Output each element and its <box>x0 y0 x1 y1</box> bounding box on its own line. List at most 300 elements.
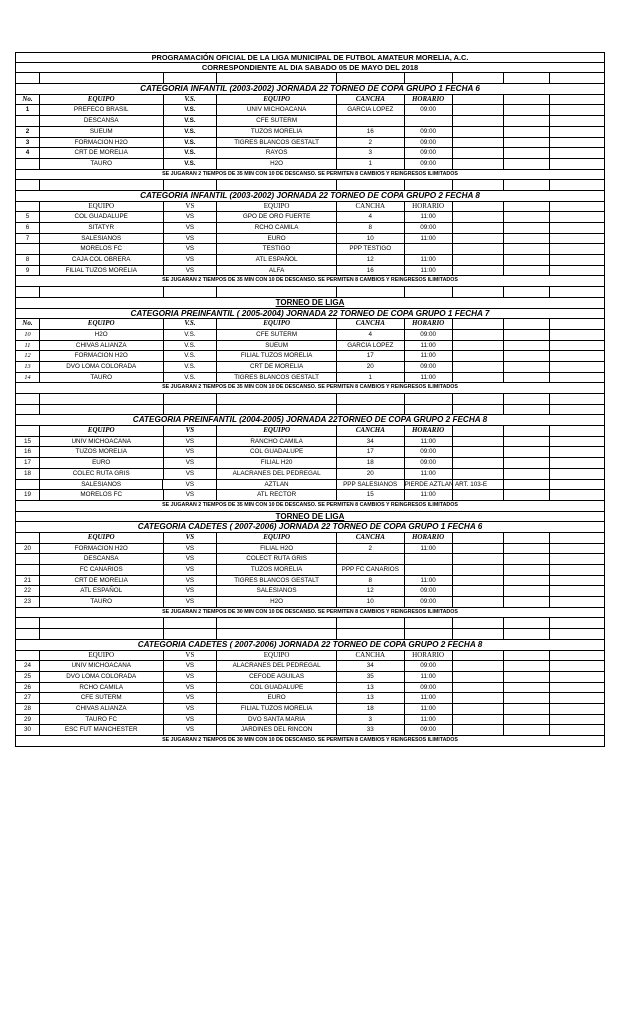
versus-cell: VS <box>164 469 218 479</box>
column-header-match-number <box>16 651 40 661</box>
home-team-cell: TAURO <box>40 373 164 383</box>
versus-cell: VS <box>164 212 218 222</box>
empty-cell <box>16 73 40 83</box>
empty-cell <box>453 180 505 190</box>
extra-3-cell <box>550 554 604 564</box>
column-header-row <box>15 651 605 662</box>
category-heading: CATEGORIA CADETES ( 2007-2006) JORNADA 22 TORNEO DE COPA GRUPO 1 FECHA 6 <box>137 522 483 532</box>
empty-cell <box>217 394 337 404</box>
column-header-field: CANCHA <box>337 426 405 436</box>
schedule-sheet <box>15 52 605 747</box>
empty-cell <box>40 180 164 190</box>
empty-cell <box>453 73 505 83</box>
extra-3-cell <box>550 159 604 169</box>
extra-1-cell <box>453 597 505 607</box>
match-row <box>15 351 605 362</box>
home-team-cell: DESCANSA <box>40 116 164 126</box>
league-heading: TORNEO DE LIGA <box>275 297 345 307</box>
extra-2-cell <box>504 234 550 244</box>
match-number-cell: 30 <box>16 725 40 735</box>
versus-cell: VS <box>164 693 218 703</box>
extra-3-cell <box>550 362 604 372</box>
extra-1-cell <box>453 105 505 115</box>
column-header-time: HORARIO <box>405 202 453 212</box>
field-cell: 34 <box>337 661 405 671</box>
extra-1-cell <box>453 373 505 383</box>
field-cell: GARCIA LOPEZ <box>337 341 405 351</box>
empty-cell <box>217 618 337 628</box>
field-cell: 34 <box>337 437 405 447</box>
league-heading-row <box>15 298 605 309</box>
time-cell: 11:00 <box>405 715 453 725</box>
empty-cell <box>550 405 604 415</box>
away-team-cell: FILIAL TUZOS MORELIA <box>217 351 337 361</box>
home-team-cell: CHIVAS ALIANZA <box>40 341 164 351</box>
field-cell: 20 <box>337 362 405 372</box>
extra-1-cell <box>453 244 505 254</box>
extra-3-cell <box>550 565 604 575</box>
time-cell: 11:00 <box>405 576 453 586</box>
match-row <box>15 480 605 491</box>
extra-2-cell <box>504 565 550 575</box>
column-header-match-number <box>16 426 40 436</box>
extra-2-cell <box>504 554 550 564</box>
versus-cell: V.S. <box>164 351 218 361</box>
extra-2-cell <box>504 597 550 607</box>
column-header-extra-2 <box>504 95 550 105</box>
empty-cell <box>337 394 405 404</box>
time-cell: 09:00 <box>405 597 453 607</box>
match-number-cell <box>16 480 40 490</box>
field-cell: 1 <box>337 373 405 383</box>
home-team-cell: UNIV MICHOACANA <box>40 437 164 447</box>
away-team-cell: UNIV MICHOACANA <box>217 105 337 115</box>
home-team-cell: TAURO <box>40 159 164 169</box>
empty-cell <box>337 618 405 628</box>
away-team-cell: JARDINES DEL RINCON <box>217 725 337 735</box>
extra-2-cell <box>504 693 550 703</box>
match-number-cell: 24 <box>16 661 40 671</box>
field-cell: 18 <box>337 458 405 468</box>
match-row <box>15 544 605 555</box>
match-number-cell: 3 <box>16 138 40 148</box>
match-number-cell <box>16 159 40 169</box>
empty-cell <box>504 394 550 404</box>
extra-2-cell <box>504 244 550 254</box>
match-number-cell: 21 <box>16 576 40 586</box>
versus-cell: V.S. <box>164 330 218 340</box>
away-team-cell: EURO <box>217 693 337 703</box>
empty-cell <box>405 618 453 628</box>
column-header-time: HORARIO <box>405 319 453 329</box>
versus-cell: VS <box>163 480 217 490</box>
empty-cell <box>453 287 505 297</box>
extra-1-cell <box>453 116 505 126</box>
match-number-cell: 4 <box>16 148 40 158</box>
extra-1-cell <box>453 565 505 575</box>
match-row <box>15 105 605 116</box>
blank-row <box>15 629 605 640</box>
rules-note: SE JUGARAN 2 TIEMPOS DE 30 MIN CON 10 DE DESCANSO. SE PERMITEN 8 CAMBIOS Y REINGRESOS ILIMITADOS <box>162 608 458 615</box>
extra-1-cell <box>453 576 505 586</box>
column-header-row <box>15 202 605 213</box>
away-team-cell: CFE SUTERM <box>217 116 337 126</box>
empty-cell <box>550 180 604 190</box>
time-cell: 09:00 <box>405 127 453 137</box>
time-cell: 11:00 <box>405 351 453 361</box>
extra-3-cell <box>550 725 604 735</box>
extra-3-cell <box>550 244 604 254</box>
empty-cell <box>40 618 164 628</box>
extra-2-cell <box>504 715 550 725</box>
match-row <box>15 597 605 608</box>
match-number-cell: 19 <box>16 490 40 500</box>
time-cell: PIERDE AZTLAN ART. 103-E <box>404 480 488 488</box>
field-cell: 3 <box>337 148 405 158</box>
extra-3-cell <box>550 693 604 703</box>
away-team-cell: TESTIGO <box>217 244 337 254</box>
category-heading-row <box>15 84 605 95</box>
column-header-row <box>15 319 605 330</box>
field-cell: 12 <box>337 255 405 265</box>
extra-2-cell <box>504 725 550 735</box>
empty-cell <box>40 405 164 415</box>
empty-cell <box>217 287 337 297</box>
field-cell: 17 <box>337 447 405 457</box>
extra-2-cell <box>504 148 550 158</box>
field-cell: 35 <box>337 672 405 682</box>
match-row <box>15 244 605 255</box>
column-header-extra-3 <box>550 95 604 105</box>
empty-cell <box>40 287 164 297</box>
empty-cell <box>337 73 405 83</box>
versus-cell: VS <box>164 544 218 554</box>
extra-3-cell <box>550 116 604 126</box>
versus-cell: V.S. <box>164 148 218 158</box>
column-header-extra-1 <box>453 533 505 543</box>
versus-cell: V.S. <box>164 105 218 115</box>
match-number-cell: 13 <box>16 362 40 372</box>
away-team-cell: TIGRES BLANCOS GESTALT <box>217 373 337 383</box>
home-team-cell: SALESIANOS <box>40 480 164 490</box>
away-team-cell: ALACRANES DEL PEDREGAL <box>217 469 337 479</box>
column-header-extra-2 <box>504 319 550 329</box>
versus-cell: VS <box>164 490 218 500</box>
field-cell: PPP SALESIANOS <box>337 480 405 490</box>
extra-1-cell <box>453 159 505 169</box>
extra-3-cell <box>550 661 604 671</box>
versus-cell: VS <box>164 672 218 682</box>
away-team-cell: TUZOS MORELIA <box>217 127 337 137</box>
extra-1-cell <box>453 672 505 682</box>
extra-3-cell <box>550 437 604 447</box>
extra-1-cell <box>453 447 505 457</box>
column-header-away-team: EQUIPO <box>217 651 337 661</box>
empty-cell <box>40 73 164 83</box>
away-team-cell: TIGRES BLANCOS GESTALT <box>217 576 337 586</box>
match-row <box>15 266 605 277</box>
column-header-time: HORARIO <box>405 651 453 661</box>
extra-2-cell <box>504 159 550 169</box>
category-heading: CATEGORIA INFANTIL (2003-2002) JORNADA 22 TORNEO DE COPA GRUPO 1 FECHA 6 <box>140 84 480 94</box>
home-team-cell: UNIV MICHOACANA <box>40 661 164 671</box>
home-team-cell: FILIAL TUZOS MORELIA <box>40 266 164 276</box>
time-cell: 11:00 <box>405 672 453 682</box>
field-cell: 10 <box>337 234 405 244</box>
extra-2-cell <box>504 672 550 682</box>
versus-cell: VS <box>164 447 218 457</box>
home-team-cell: TUZOS MORELIA <box>40 447 164 457</box>
match-row <box>15 116 605 127</box>
field-cell: GARCIA LOPEZ <box>337 105 405 115</box>
empty-cell <box>550 287 604 297</box>
extra-1-cell <box>453 480 505 490</box>
extra-1-cell <box>453 266 505 276</box>
rules-note: SE JUGARAN 2 TIEMPOS DE 35 MIN CON 10 DE DESCANSO. SE PERMITEN 8 CAMBIOS Y REINGRESOS ILIMITADOS <box>162 170 458 177</box>
column-header-field: CANCHA <box>337 319 405 329</box>
extra-3-cell <box>550 223 604 233</box>
extra-1-cell <box>453 586 505 596</box>
empty-cell <box>16 287 40 297</box>
empty-cell <box>405 629 453 639</box>
column-header-away-team: EQUIPO <box>217 202 337 212</box>
column-header-field: CANCHA <box>337 202 405 212</box>
rules-note-row <box>15 276 605 287</box>
away-team-cell: DVO SANTA MARIA <box>217 715 337 725</box>
extra-3-cell <box>550 715 604 725</box>
away-team-cell: ALACRANES DEL PEDREGAL <box>217 661 337 671</box>
field-cell: 18 <box>337 704 405 714</box>
column-header-away-team: EQUIPO <box>217 319 337 329</box>
time-cell: 09:00 <box>405 725 453 735</box>
home-team-cell: COLEC RUTA GRIS <box>40 469 164 479</box>
away-team-cell: FILIAL H20 <box>217 458 337 468</box>
column-header-home-team: EQUIPO <box>40 95 164 105</box>
away-team-cell: FILIAL TUZOS MORELIA <box>217 704 337 714</box>
extra-3-cell <box>550 458 604 468</box>
versus-cell: VS <box>164 704 218 714</box>
extra-2-cell <box>504 127 550 137</box>
league-heading: TORNEO DE LIGA <box>275 511 345 521</box>
column-header-extra-1 <box>453 651 505 661</box>
match-row <box>15 672 605 683</box>
away-team-cell: RCHO CAMILA <box>217 223 337 233</box>
match-number-cell: 29 <box>16 715 40 725</box>
match-row <box>15 490 605 501</box>
match-row <box>15 576 605 587</box>
match-row <box>15 159 605 170</box>
match-row <box>15 693 605 704</box>
extra-2-cell <box>504 458 550 468</box>
column-header-extra-3 <box>550 651 604 661</box>
home-team-cell: FORMACION H2O <box>40 138 164 148</box>
empty-cell <box>453 405 505 415</box>
title-line-2: CORRESPONDIENTE AL DIA SABADO 05 DE MAYO DEL 2018 <box>201 62 419 72</box>
away-team-cell: COL GUADALUPE <box>217 683 337 693</box>
extra-1-cell <box>453 138 505 148</box>
home-team-cell: FORMACION H2O <box>40 351 164 361</box>
versus-cell: VS <box>164 458 218 468</box>
home-team-cell: TAURO <box>40 597 164 607</box>
versus-cell: VS <box>164 661 218 671</box>
column-header-home-team: EQUIPO <box>40 533 164 543</box>
time-cell: 11:00 <box>405 373 453 383</box>
versus-cell: VS <box>164 223 218 233</box>
match-row <box>15 586 605 597</box>
field-cell: 2 <box>337 138 405 148</box>
time-cell <box>405 565 453 575</box>
extra-2-cell <box>504 447 550 457</box>
empty-cell <box>40 629 164 639</box>
home-team-cell: ATL ESPAÑOL <box>40 586 164 596</box>
match-number-cell <box>16 116 40 126</box>
empty-cell <box>217 180 337 190</box>
empty-cell <box>337 287 405 297</box>
extra-2-cell <box>504 116 550 126</box>
match-row <box>15 554 605 565</box>
home-team-cell: ESC FUT MANCHESTER <box>40 725 164 735</box>
category-heading-row <box>15 415 605 426</box>
extra-3-cell <box>550 586 604 596</box>
match-number-cell <box>16 565 40 575</box>
title-line-1: PROGRAMACIÓN OFICIAL DE LA LIGA MUNICIPAL DE FUTBOL AMATEUR MORELIA, A.C. <box>151 53 469 62</box>
match-row <box>15 683 605 694</box>
field-cell <box>337 116 405 126</box>
extra-1-cell <box>453 223 505 233</box>
time-cell: 09:00 <box>405 661 453 671</box>
extra-2-cell <box>504 351 550 361</box>
match-number-cell: 23 <box>16 597 40 607</box>
extra-2-cell <box>504 373 550 383</box>
blank-row <box>15 287 605 298</box>
extra-1-cell <box>453 255 505 265</box>
blank-row <box>15 73 605 84</box>
home-team-cell: FC CANARIOS <box>40 565 164 575</box>
field-cell: 13 <box>337 683 405 693</box>
time-cell: 09:00 <box>405 138 453 148</box>
time-cell <box>405 116 453 126</box>
time-cell: 09:00 <box>405 223 453 233</box>
home-team-cell: RCHO CAMILA <box>40 683 164 693</box>
column-header-versus: VS <box>164 651 218 661</box>
empty-cell <box>164 405 218 415</box>
empty-cell <box>16 180 40 190</box>
extra-1-cell <box>453 437 505 447</box>
rules-note-row <box>15 170 605 181</box>
home-team-cell: DVO LOMA COLORADA <box>40 672 164 682</box>
versus-cell: VS <box>164 725 218 735</box>
field-cell: 16 <box>337 127 405 137</box>
field-cell: PPP TESTIGO <box>337 244 405 254</box>
extra-1-cell <box>453 544 505 554</box>
column-header-row <box>15 95 605 106</box>
category-heading-row <box>15 522 605 533</box>
time-cell: 09:00 <box>405 148 453 158</box>
away-team-cell: CEFODE AGUILAS <box>217 672 337 682</box>
extra-2-cell <box>504 255 550 265</box>
extra-3-cell <box>550 212 604 222</box>
empty-cell <box>504 618 550 628</box>
time-cell: 11:00 <box>405 266 453 276</box>
away-team-cell: ATL RECTOR <box>217 490 337 500</box>
match-row <box>15 138 605 149</box>
extra-2-cell <box>504 105 550 115</box>
category-heading: CATEGORIA PREINFANTIL (2004-2005) JORNADA 22TORNEO DE COPA GRUPO 2 FECHA 8 <box>132 415 488 425</box>
extra-2-cell <box>504 704 550 714</box>
match-row <box>15 255 605 266</box>
extra-3-cell <box>550 351 604 361</box>
extra-3-cell <box>550 373 604 383</box>
time-cell: 09:00 <box>405 362 453 372</box>
field-cell: 1 <box>337 159 405 169</box>
empty-cell <box>453 618 505 628</box>
title-row <box>15 63 605 74</box>
empty-cell <box>164 618 218 628</box>
home-team-cell: CHIVAS ALIANZA <box>40 704 164 714</box>
extra-2-cell <box>504 661 550 671</box>
empty-cell <box>504 287 550 297</box>
time-cell: 11:00 <box>405 341 453 351</box>
match-row <box>15 469 605 480</box>
home-team-cell: CFE SUTERM <box>40 693 164 703</box>
time-cell: 11:00 <box>405 437 453 447</box>
away-team-cell: AZTLAN <box>217 480 337 490</box>
empty-cell <box>550 73 604 83</box>
versus-cell: V.S. <box>164 159 218 169</box>
match-row <box>15 715 605 726</box>
category-heading-row <box>15 191 605 202</box>
rules-note-row <box>15 383 605 394</box>
versus-cell: VS <box>164 437 218 447</box>
extra-1-cell <box>453 234 505 244</box>
extra-2-cell <box>504 469 550 479</box>
category-heading: CATEGORIA CADETES ( 2007-2006) JORNADA 22 TORNEO DE COPA GRUPO 2 FECHA 8 <box>137 639 483 649</box>
column-header-extra-2 <box>504 533 550 543</box>
column-header-away-team: EQUIPO <box>217 533 337 543</box>
extra-3-cell <box>550 138 604 148</box>
column-header-versus: V.S. <box>164 319 218 329</box>
field-cell: 10 <box>337 597 405 607</box>
field-cell: 4 <box>337 330 405 340</box>
empty-cell <box>164 629 218 639</box>
time-cell: 09:00 <box>405 105 453 115</box>
empty-cell <box>453 629 505 639</box>
field-cell: 4 <box>337 212 405 222</box>
time-cell: 11:00 <box>405 693 453 703</box>
rules-note-row <box>15 736 605 747</box>
extra-2-cell <box>504 576 550 586</box>
empty-cell <box>405 405 453 415</box>
extra-1-cell <box>453 469 505 479</box>
extra-1-cell <box>453 554 505 564</box>
away-team-cell: ATL ESPAÑOL <box>217 255 337 265</box>
match-row <box>15 565 605 576</box>
home-team-cell: FORMACION H2O <box>40 544 164 554</box>
category-heading: CATEGORIA PREINFANTIL ( 2005-2004) JORNADA 22 TORNEO DE COPA GRUPO 1 FECHA 7 <box>130 308 490 318</box>
match-row <box>15 725 605 736</box>
match-row <box>15 447 605 458</box>
column-header-extra-2 <box>504 202 550 212</box>
home-team-cell: CRT DE MORELIA <box>40 576 164 586</box>
extra-3-cell <box>550 266 604 276</box>
match-number-cell: 28 <box>16 704 40 714</box>
column-header-extra-2 <box>504 651 550 661</box>
away-team-cell: RAYOS <box>217 148 337 158</box>
time-cell: 09:00 <box>405 458 453 468</box>
empty-cell <box>217 73 337 83</box>
time-cell: 11:00 <box>405 212 453 222</box>
column-header-extra-1 <box>453 202 505 212</box>
